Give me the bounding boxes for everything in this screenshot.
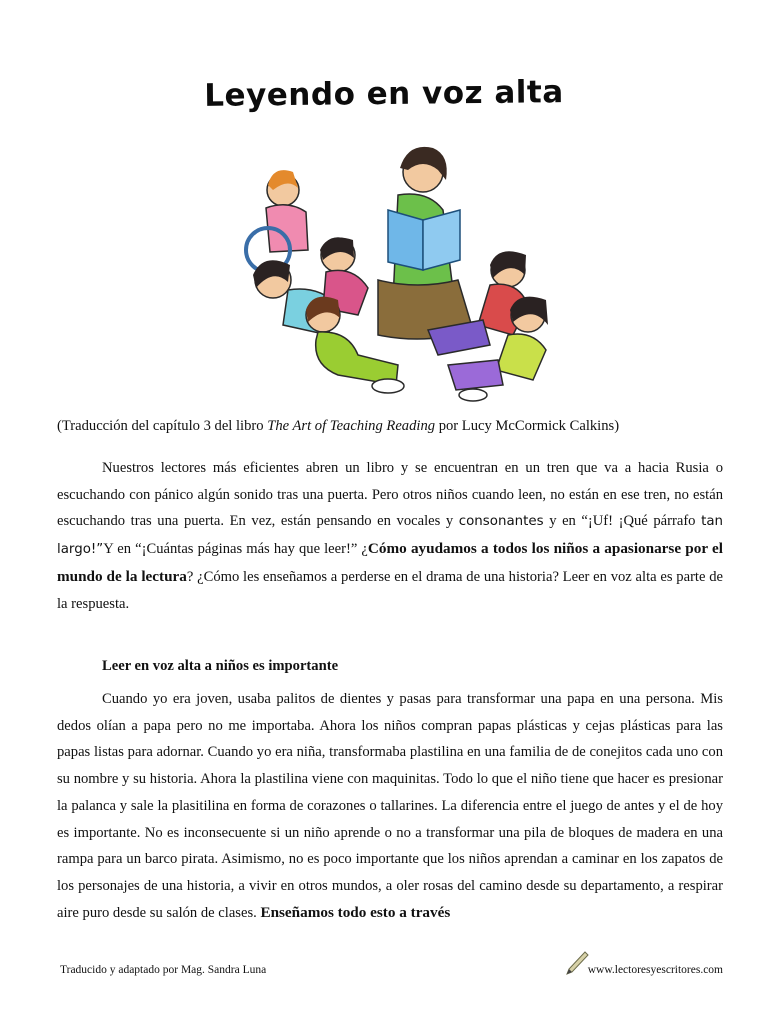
pen-icon [565,950,589,976]
p1-text-6: ? ¿Cómo les enseñamos a perderse en el drama de una historia? Leer en voz alta es parte de la respuesta. [57,568,723,612]
section-subheading: Leer en voz alta a niños es importante [102,658,339,674]
p1-text-1: Nuestros lectores más eficientes abren un libro y se encuentran en un tren que va a hacia Rusia o escuchando con pánico algún sonido tras una puerta. Pero otros niños cuando leen, no están en ese tren, no están escuchando tras una puerta. En vez, están pensando en vocales y [57,460,723,530]
p1-text-2: consonantes [458,514,544,530]
paragraph-intro [57,455,723,617]
paragraph-body [57,686,723,926]
page-title: Leyendo en voz alta [204,74,564,114]
teacher-reading-to-children-illustration [228,140,558,405]
p2-text: Cuando yo era joven, usaba palitos de dientes y pasas para transformar una papa en una persona. Mis dedos olían a papa pero no me importaba. Ahora los niños compran papas plásticas y cejas plásticas para las papas listas para adornar. Cuando yo era niña, transformaba plastilina en una familia de de conejitos cada uno con su nombre y su historia. Ahora la plastilina viene con maquinitas. Todo lo que el niño tiene que hacer es presionar la palanca y sale la plasitilina en forma de corazones o tallarines. La diferencia entre el juego de antes y el de hoy es importante. No es inconsecuente si un niño aprende o no a transformar una pila de bloques de madera en una rampa para un barco pirata. Asimismo, no es poco importante que los niños aprendan a caminar en los zapatos de los personajes de una historia, a vivir en otros mundos, a oler rosas del camino desde su departamento, a respirar aire puro desde su salón de clases. [57,691,723,921]
caption-suffix: por Lucy McCormick Calkins) [435,418,620,434]
footer-website: www.lectoresyescritores.com [587,964,723,976]
p1-text-5: Y en “¡Cuántas páginas más hay que leer!” ¿ [103,541,368,558]
footer-credit: Traducido y adaptado por Mag. Sandra Luna [60,964,267,976]
p1-bold-question: Cómo ayudamos a todos los niños a apasionarse por el mundo de la lectura [57,540,723,585]
p2-bold-text: Enseñamos todo esto a través [260,903,451,921]
p1-text-4: tan largo!” [57,514,724,558]
caption-book-title: The Art of Teaching Reading [267,418,436,434]
caption-prefix: (Traducción del capítulo 3 del libro [57,418,268,434]
figure-caption [57,418,737,435]
p1-text-3: y en “¡Uf! ¡Qué párrafo [543,513,702,530]
